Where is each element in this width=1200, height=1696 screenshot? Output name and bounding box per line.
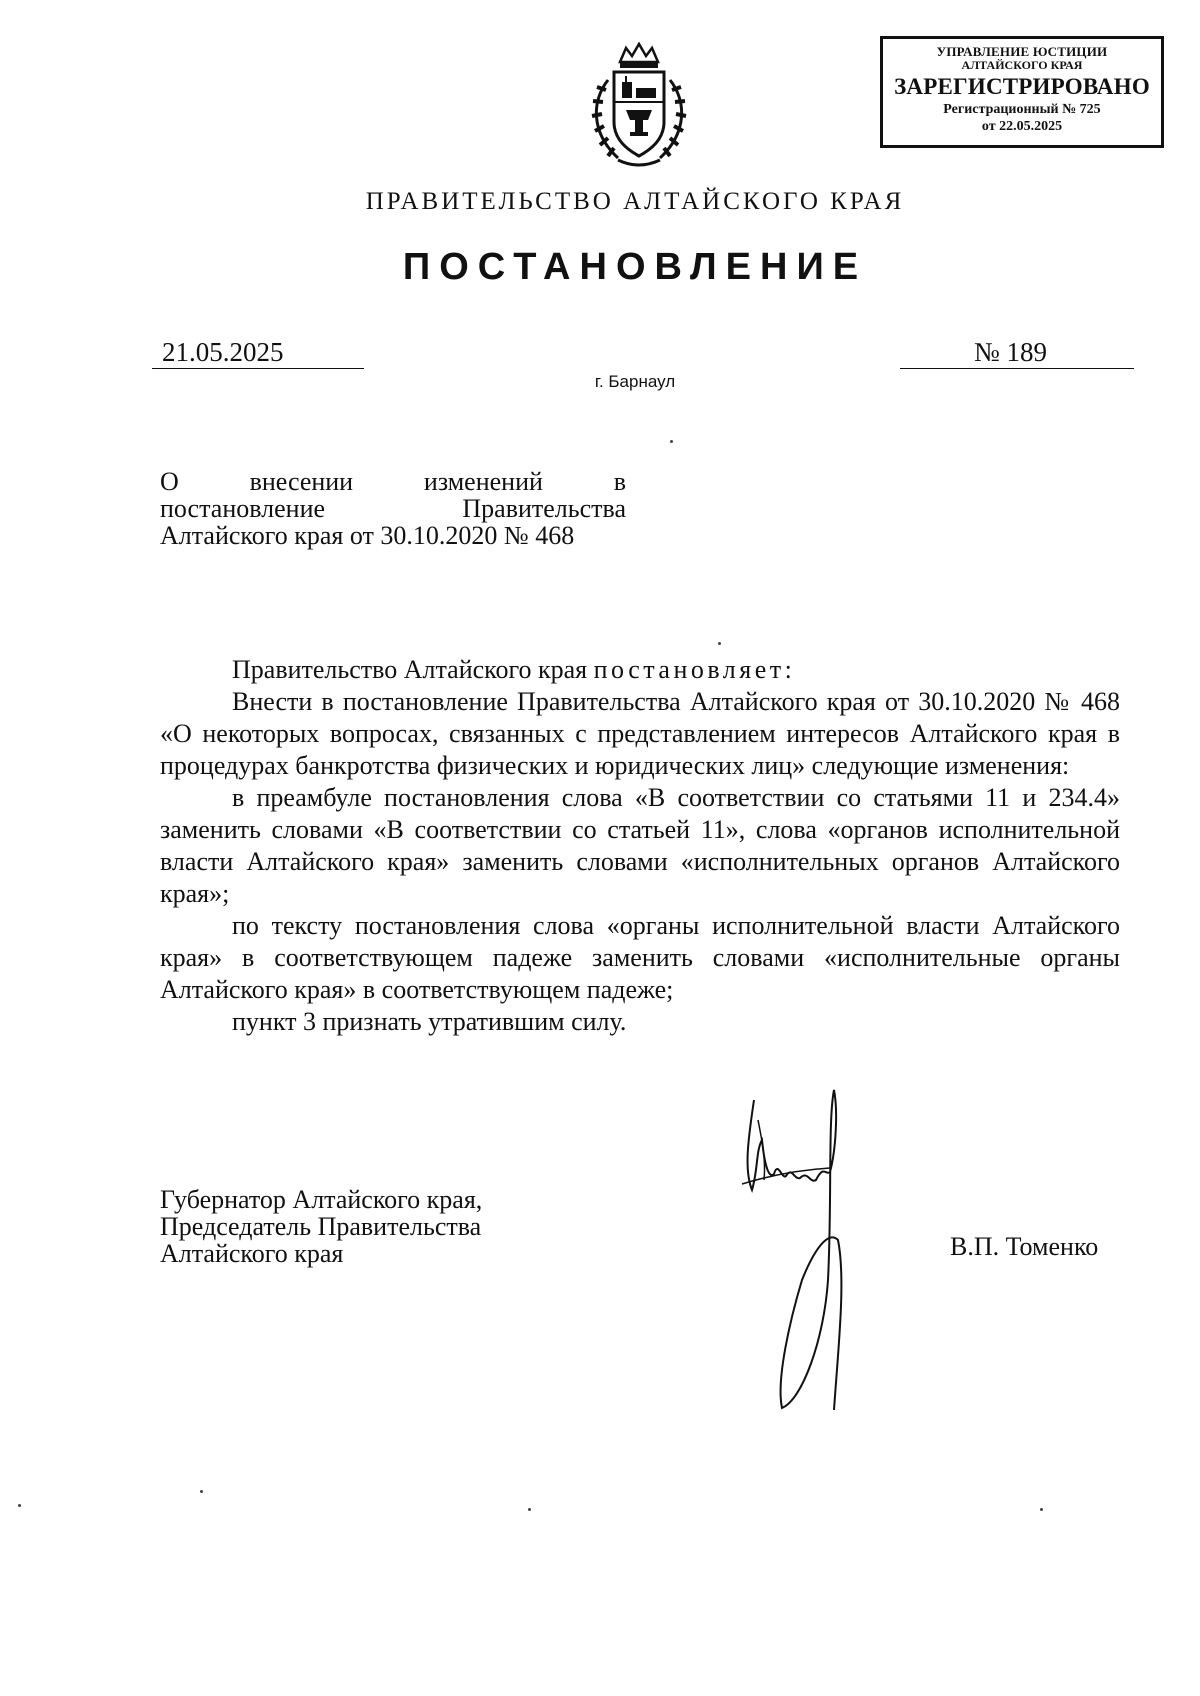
subject-line: Алтайского края от 30.10.2020 № 468: [160, 521, 575, 550]
document-body: [160, 654, 1120, 1038]
intro-verb: постановляет:: [593, 655, 796, 684]
body-paragraph: по тексту постановления слова «органы исполнительной власти Алтайского края» в соответствующем падеже заменить словами «исполнительные органы Алтайского края» в соответствующем падеже;: [160, 911, 1120, 1004]
scan-speck: [1040, 1508, 1043, 1511]
signatory-title-line: Алтайского края: [160, 1239, 344, 1268]
stamp-reg-number: Регистрационный № 725: [943, 102, 1101, 118]
stamp-status: ЗАРЕГИСТРИРОВАНО: [894, 74, 1150, 100]
handwritten-signature: [738, 1080, 868, 1420]
document-subject: [160, 468, 626, 549]
subject-line: постановление Правительства: [160, 494, 626, 523]
registration-stamp: [880, 36, 1164, 148]
body-paragraph: пункт 3 признать утратившим силу.: [232, 1007, 627, 1036]
stamp-authority-line2: АЛТАЙСКОГО КРАЯ: [961, 57, 1083, 72]
stamp-reg-date: от 22.05.2025: [981, 119, 1063, 135]
body-intro: [160, 654, 1120, 686]
document-number: № 189: [900, 336, 1134, 369]
document-type: ПОСТАНОВЛЕНИЕ: [402, 246, 868, 288]
body-paragraph: Внести в постановление Правительства Алтайского края от 30.10.2020 № 468 «О некоторых вопросах, связанных с представлением интересов Алтайского края в процедурах банкротства физических и юридических лиц» следующие изменения:: [160, 687, 1120, 780]
document-date: 21.05.2025: [152, 336, 364, 369]
signatory-title-line: Губернатор Алтайского края,: [160, 1185, 483, 1214]
body-paragraph: в преамбуле постановления слова «В соответствии со статьями 11 и 234.4» заменить словами «В соответствии со статьей 11», слова «органов исполнительной власти Алтайского края» заменить словами «исполнительных органов Алтайского края»;: [160, 783, 1120, 908]
scan-speck: [670, 440, 673, 443]
scan-speck: [718, 642, 721, 645]
intro-subject: Правительство Алтайского края: [232, 655, 588, 684]
document-city: г. Барнаул: [594, 372, 676, 391]
government-name: ПРАВИТЕЛЬСТВО АЛТАЙСКОГО КРАЯ: [365, 188, 905, 215]
signatory-title: [160, 1186, 580, 1267]
coat-of-arms-icon: [578, 40, 700, 172]
signatory-name: В.П. Томенко: [950, 1232, 1099, 1261]
scan-speck: [200, 1490, 203, 1493]
signatory-title-line: Председатель Правительства: [160, 1212, 482, 1241]
scan-speck: [18, 1504, 21, 1507]
subject-line: О внесении изменений в: [160, 467, 626, 496]
scan-speck: [528, 1508, 531, 1511]
stamp-authority-line1: УПРАВЛЕНИЕ ЮСТИЦИИ: [936, 44, 1108, 59]
